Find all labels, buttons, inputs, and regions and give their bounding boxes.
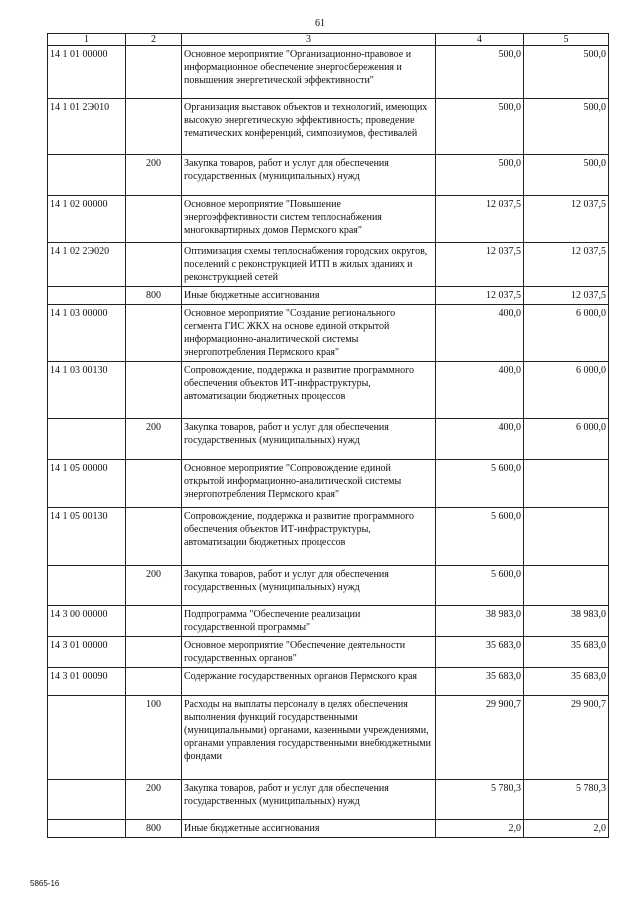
item-name: Закупка товаров, работ и услуг для обеспечения государственных (муниципальных) нужд (182, 155, 436, 196)
expense-type (126, 99, 182, 155)
table-row (48, 155, 609, 196)
amount-col5: 6 000,0 (524, 305, 609, 362)
item-name: Содержание государственных органов Пермского края (182, 668, 436, 696)
table-row (48, 305, 609, 362)
budget-table (47, 33, 609, 838)
item-name: Основное мероприятие "Обеспечение деятельности государственных органов" (182, 637, 436, 668)
expense-type: 200 (126, 155, 182, 196)
item-name: Иные бюджетные ассигнования (182, 820, 436, 838)
amount-col5: 500,0 (524, 155, 609, 196)
amount-col5: 500,0 (524, 46, 609, 99)
table-row (48, 566, 609, 606)
amount-col4: 400,0 (436, 419, 524, 460)
expense-type (126, 460, 182, 508)
column-header: 2 (126, 34, 182, 46)
table-row (48, 419, 609, 460)
target-code: 14 1 03 00130 (48, 362, 126, 419)
amount-col5: 35 683,0 (524, 668, 609, 696)
table-row (48, 637, 609, 668)
item-name: Основное мероприятие "Повышение энергоэффективности систем теплоснабжения многоквартирных домов Пермского края" (182, 196, 436, 243)
expense-type (126, 362, 182, 419)
expense-type (126, 46, 182, 99)
table-row (48, 362, 609, 419)
amount-col4: 5 600,0 (436, 508, 524, 566)
amount-col4: 38 983,0 (436, 606, 524, 637)
expense-type (126, 668, 182, 696)
item-name: Расходы на выплаты персоналу в целях обеспечения выполнения функций государственными (муниципальными) органами, казенными учреждениями, органами управления государственными внебюджетными фондами (182, 696, 436, 780)
table-row (48, 243, 609, 287)
target-code: 14 3 00 00000 (48, 606, 126, 637)
amount-col5: 12 037,5 (524, 243, 609, 287)
target-code: 14 1 01 2Э010 (48, 99, 126, 155)
target-code: 14 3 01 00090 (48, 668, 126, 696)
expense-type (126, 637, 182, 668)
amount-col4: 12 037,5 (436, 196, 524, 243)
expense-type (126, 196, 182, 243)
target-code: 14 1 03 00000 (48, 305, 126, 362)
item-name: Закупка товаров, работ и услуг для обеспечения государственных (муниципальных) нужд (182, 566, 436, 606)
amount-col5: 6 000,0 (524, 419, 609, 460)
header-row (48, 34, 609, 46)
amount-col5 (524, 566, 609, 606)
target-code: 14 1 02 2Э020 (48, 243, 126, 287)
page-number: 61 (315, 18, 325, 29)
amount-col5: 6 000,0 (524, 362, 609, 419)
amount-col5: 35 683,0 (524, 637, 609, 668)
amount-col5 (524, 460, 609, 508)
item-name: Оптимизация схемы теплоснабжения городских округов, поселений с реконструкцией ИТП в жилых зданиях и реконструкцией сетей (182, 243, 436, 287)
amount-col4: 12 037,5 (436, 243, 524, 287)
column-header: 3 (182, 34, 436, 46)
amount-col5: 12 037,5 (524, 287, 609, 305)
table-row (48, 668, 609, 696)
amount-col4: 35 683,0 (436, 637, 524, 668)
item-name: Сопровождение, поддержка и развитие программного обеспечения объектов ИТ-инфраструктуры, автоматизации бюджетных процессов (182, 362, 436, 419)
table-row (48, 820, 609, 838)
amount-col4: 500,0 (436, 99, 524, 155)
expense-type: 200 (126, 780, 182, 820)
amount-col4: 29 900,7 (436, 696, 524, 780)
target-code: 14 1 05 00000 (48, 460, 126, 508)
amount-col4: 5 600,0 (436, 566, 524, 606)
target-code: 14 1 02 00000 (48, 196, 126, 243)
amount-col4: 12 037,5 (436, 287, 524, 305)
amount-col4: 400,0 (436, 305, 524, 362)
expense-type: 100 (126, 696, 182, 780)
table-row (48, 780, 609, 820)
table-row (48, 696, 609, 780)
expense-type (126, 508, 182, 566)
table-row (48, 606, 609, 637)
item-name: Сопровождение, поддержка и развитие программного обеспечения объектов ИТ-инфраструктуры, автоматизации бюджетных процессов (182, 508, 436, 566)
amount-col5: 29 900,7 (524, 696, 609, 780)
table-row (48, 196, 609, 243)
target-code: 14 1 05 00130 (48, 508, 126, 566)
amount-col4: 500,0 (436, 46, 524, 99)
item-name: Подпрограмма "Обеспечение реализации государственной программы" (182, 606, 436, 637)
document-code: 5865-16 (30, 879, 60, 888)
target-code (48, 780, 126, 820)
amount-col4: 35 683,0 (436, 668, 524, 696)
table-row (48, 46, 609, 99)
table-row (48, 508, 609, 566)
amount-col5: 500,0 (524, 99, 609, 155)
target-code (48, 566, 126, 606)
table-row (48, 287, 609, 305)
amount-col5 (524, 508, 609, 566)
column-header: 4 (436, 34, 524, 46)
expense-type (126, 606, 182, 637)
target-code: 14 3 01 00000 (48, 637, 126, 668)
target-code: 14 1 01 00000 (48, 46, 126, 99)
amount-col5: 2,0 (524, 820, 609, 838)
amount-col5: 38 983,0 (524, 606, 609, 637)
table-row (48, 99, 609, 155)
amount-col5: 12 037,5 (524, 196, 609, 243)
column-header: 5 (524, 34, 609, 46)
item-name: Основное мероприятие "Организационно-правовое и информационное обеспечение энергосбережения и повышения энергетической эффективности" (182, 46, 436, 99)
amount-col4: 5 780,3 (436, 780, 524, 820)
amount-col4: 2,0 (436, 820, 524, 838)
target-code (48, 820, 126, 838)
target-code (48, 287, 126, 305)
target-code (48, 155, 126, 196)
table-row (48, 460, 609, 508)
amount-col4: 5 600,0 (436, 460, 524, 508)
expense-type (126, 305, 182, 362)
amount-col5: 5 780,3 (524, 780, 609, 820)
expense-type: 800 (126, 287, 182, 305)
expense-type: 200 (126, 566, 182, 606)
item-name: Закупка товаров, работ и услуг для обеспечения государственных (муниципальных) нужд (182, 780, 436, 820)
expense-type: 200 (126, 419, 182, 460)
column-header: 1 (48, 34, 126, 46)
item-name: Организация выставок объектов и технологий, имеющих высокую энергетическую эффективность; проведение тематических конференций, симпозиумов, фестивалей (182, 99, 436, 155)
item-name: Иные бюджетные ассигнования (182, 287, 436, 305)
amount-col4: 500,0 (436, 155, 524, 196)
expense-type (126, 243, 182, 287)
amount-col4: 400,0 (436, 362, 524, 419)
expense-type: 800 (126, 820, 182, 838)
item-name: Основное мероприятие "Создание регионального сегмента ГИС ЖКХ на основе единой открытой информационно-аналитической системы энергопотребления Пермского края" (182, 305, 436, 362)
target-code (48, 696, 126, 780)
item-name: Основное мероприятие "Сопровождение единой открытой информационно-аналитической системы энергопотребления Пермского края" (182, 460, 436, 508)
target-code (48, 419, 126, 460)
item-name: Закупка товаров, работ и услуг для обеспечения государственных (муниципальных) нужд (182, 419, 436, 460)
